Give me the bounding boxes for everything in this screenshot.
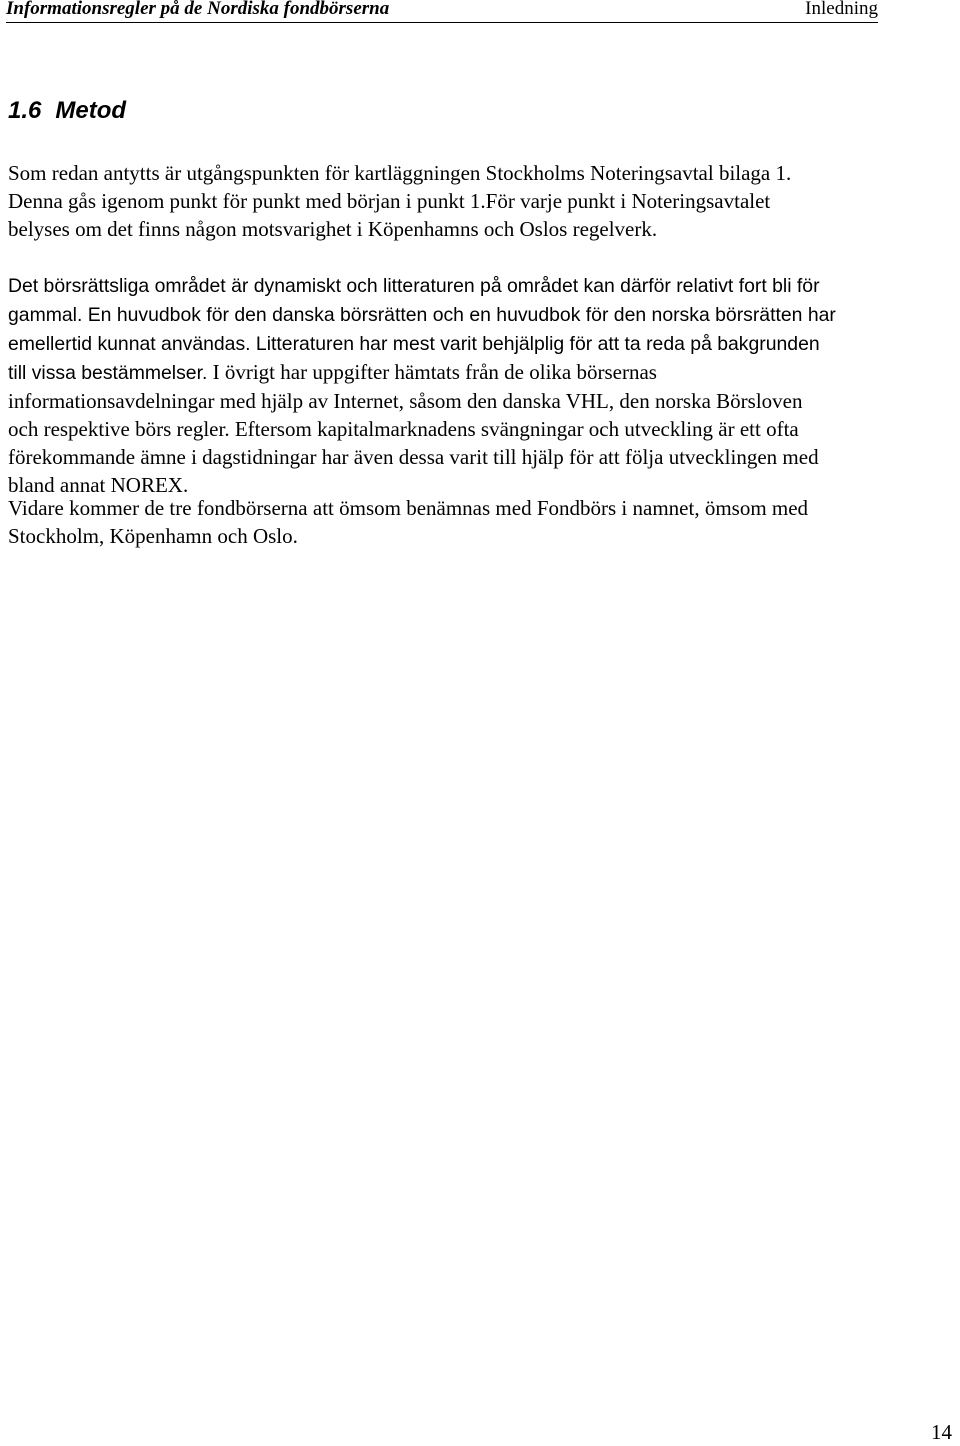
section-title: Metod	[55, 97, 127, 124]
text-line: förekommande ämne i dagstidningar har även dessa varit till hjälp för att följa utvecklingen med	[8, 445, 819, 469]
text-line: och respektive börs regler. Eftersom kapitalmarknadens svängningar och utveckling är ett ofta	[8, 417, 799, 441]
page-number: 14	[931, 1420, 952, 1444]
paragraph-1	[8, 159, 953, 243]
section-number: 1.6	[8, 97, 42, 124]
text-line: Det börsrättsliga området är dynamiskt och litteraturen på området kan därför relativt fort bli för	[8, 275, 820, 297]
text-line: informationsavdelningar med hjälp av Internet, såsom den danska VHL, den norska Börsloven	[8, 389, 803, 413]
text-line: Som redan antytts är utgångspunkten för kartläggningen Stockholms Noteringsavtal bilaga 1.	[8, 161, 792, 185]
text-line: gammal. En huvudbok för den danska börsrätten och en huvudbok för den norska börsrätten har	[8, 304, 836, 326]
header-divider	[6, 22, 878, 23]
document-title: Informationsregler på de Nordiska fondbörserna	[6, 0, 390, 19]
text-line: I övrigt har uppgifter hämtats från de olika börsernas	[207, 360, 657, 384]
text-line: Denna gås igenom punkt för punkt med början i punkt 1.För varje punkt i Noteringsavtalet	[8, 189, 771, 213]
chapter-name: Inledning	[805, 0, 878, 19]
text-line: till vissa bestämmelser.	[8, 362, 208, 384]
running-header	[6, 0, 878, 24]
text-line: belyses om det finns någon motsvarighet i Köpenhamns och Oslos regelverk.	[8, 217, 658, 241]
section-heading	[8, 96, 126, 126]
text-line: Stockholm, Köpenhamn och Oslo.	[8, 524, 298, 548]
text-line: bland annat NOREX.	[8, 473, 189, 497]
paragraph-2	[8, 271, 953, 499]
text-line: Vidare kommer de tre fondbörserna att ömsom benämnas med Fondbörs i namnet, ömsom med	[8, 496, 809, 520]
text-line: emellertid kunnat användas. Litteraturen har mest varit behjälplig för att ta reda på bakgrunden	[8, 333, 820, 355]
paragraph-3	[8, 494, 953, 550]
